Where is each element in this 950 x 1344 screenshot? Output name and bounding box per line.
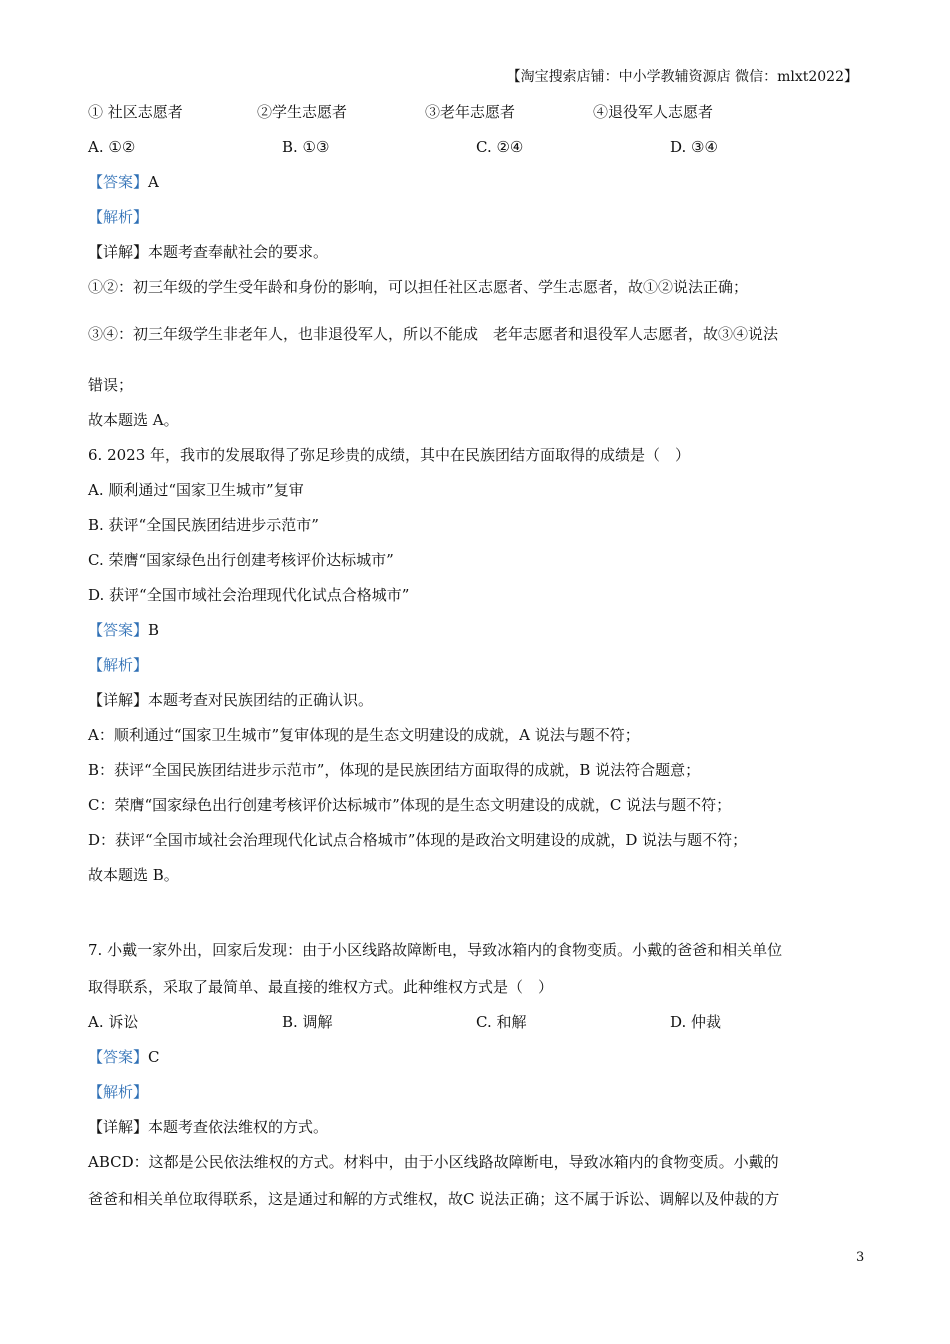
q6-explanation-a: A：顺利通过“国家卫生城市”复审体现的是生态文明建设的成就，A 说法与题不符； bbox=[88, 726, 640, 744]
q5-item-4: ④退役军人志愿者 bbox=[593, 103, 714, 121]
q7-option-c: C. 和解 bbox=[476, 1013, 527, 1031]
q6-analysis-tag: 【解析】 bbox=[88, 656, 149, 674]
q7-stem-line-2: 取得联系，采取了最简单、最直接的维权方式。此种维权方式是（ ） bbox=[88, 978, 554, 996]
answer-tag: 【答案】 bbox=[88, 621, 149, 639]
q7-answer bbox=[88, 1047, 160, 1067]
q6-stem: 6. 2023 年，我市的发展取得了弥足珍贵的成绩，其中在民族团结方面取得的成绩是（ ） bbox=[88, 446, 691, 464]
q5-item-2: ②学生志愿者 bbox=[257, 103, 348, 121]
q7-explanation-line-2: 爸爸和相关单位取得联系，这是通过和解的方式维权，故C 说法正确；这不属于诉讼、调解以及仲裁的方 bbox=[88, 1190, 780, 1208]
q7-analysis-tag: 【解析】 bbox=[88, 1083, 149, 1101]
q7-explanation-line-1: ABCD：这都是公民依法维权的方式。材料中，由于小区线路故障断电，导致冰箱内的食物变质。小戴的 bbox=[88, 1153, 779, 1171]
page-number: 3 bbox=[856, 1250, 865, 1265]
q6-explanation-c: C：荣膺“国家绿色出行创建考核评价达标城市”体现的是生态文明建设的成就，C 说法与题不符； bbox=[88, 796, 732, 814]
q6-option-c: C. 荣膺“国家绿色出行创建考核评价达标城市” bbox=[88, 551, 394, 569]
q5-detail: 【详解】本题考查奉献社会的要求。 bbox=[88, 243, 329, 261]
q5-explanation-1: ①②：初三年级的学生受年龄和身份的影响，可以担任社区志愿者、学生志愿者，故①②说法正确； bbox=[88, 278, 749, 296]
q6-detail: 【详解】本题考查对民族团结的正确认识。 bbox=[88, 691, 374, 709]
answer-value: A bbox=[148, 173, 159, 191]
q7-option-d: D. 仲裁 bbox=[670, 1013, 722, 1031]
q5-analysis-tag: 【解析】 bbox=[88, 208, 149, 226]
q6-option-a: A. 顺利通过“国家卫生城市”复审 bbox=[88, 481, 304, 499]
q5-item-3: ③老年志愿者 bbox=[425, 103, 516, 121]
answer-value: B bbox=[148, 621, 160, 639]
q6-option-b: B. 获评“全国民族团结进步示范市” bbox=[88, 516, 319, 534]
q5-item-1: ① 社区志愿者 bbox=[88, 103, 183, 121]
q6-answer bbox=[88, 620, 159, 640]
q7-option-a: A. 诉讼 bbox=[88, 1013, 139, 1031]
answer-tag: 【答案】 bbox=[88, 1048, 149, 1066]
answer-tag: 【答案】 bbox=[88, 173, 149, 191]
q5-option-b: B. ①③ bbox=[282, 138, 330, 156]
q6-conclusion: 故本题选 B。 bbox=[88, 866, 179, 884]
q5-explanation-2-cont: 错误； bbox=[88, 376, 134, 394]
q5-answer bbox=[88, 172, 159, 192]
q7-detail: 【详解】本题考查依法维权的方式。 bbox=[88, 1118, 329, 1136]
q5-option-a: A. ①② bbox=[88, 138, 136, 156]
q6-option-d: D. 获评“全国市域社会治理现代化试点合格城市” bbox=[88, 586, 410, 604]
q7-stem-line-1: 7. 小戴一家外出，回家后发现：由于小区线路故障断电，导致冰箱内的食物变质。小戴的爸爸和相关单位 bbox=[88, 941, 783, 959]
answer-value: C bbox=[148, 1048, 160, 1066]
q5-option-c: C. ②④ bbox=[476, 138, 524, 156]
q5-option-d: D. ③④ bbox=[670, 138, 718, 156]
page-header: 【淘宝搜索店铺：中小学教辅资源店 微信：mlxt2022】 bbox=[506, 69, 858, 85]
q6-explanation-b: B：获评“全国民族团结进步示范市”，体现的是民族团结方面取得的成就，B 说法符合题意； bbox=[88, 761, 701, 779]
q5-explanation-2: ③④：初三年级学生非老年人，也非退役军人，所以不能成 老年志愿者和退役军人志愿者，故③④说法 bbox=[88, 325, 779, 343]
q7-option-b: B. 调解 bbox=[282, 1013, 333, 1031]
q5-conclusion: 故本题选 A。 bbox=[88, 411, 179, 429]
q6-explanation-d: D：获评“全国市域社会治理现代化试点合格城市”体现的是政治文明建设的成就，D 说法与题不符； bbox=[88, 831, 748, 849]
